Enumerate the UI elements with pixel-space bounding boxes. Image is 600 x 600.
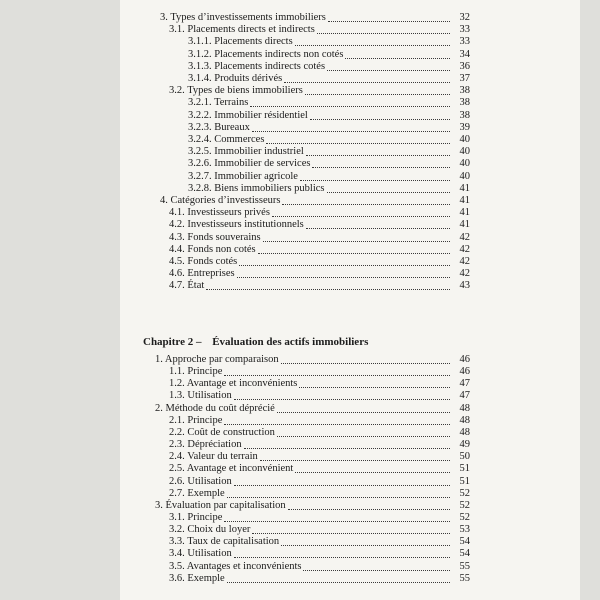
- toc-entry-label: [169, 475, 232, 488]
- toc-leader-dots: [305, 94, 450, 95]
- toc-entry[interactable]: [0, 255, 600, 268]
- toc-leader-dots: [327, 70, 450, 71]
- toc-entry-label: [169, 84, 303, 97]
- toc-page-number: 36: [459, 60, 470, 72]
- toc-entry-number: 2.7.: [169, 487, 185, 499]
- toc-entry[interactable]: [0, 475, 600, 488]
- toc-leader-dots: [250, 106, 450, 107]
- toc-entry[interactable]: [0, 365, 600, 378]
- toc-entry[interactable]: [0, 243, 600, 256]
- toc-page-number: 52: [459, 511, 470, 523]
- toc-leader-dots: [282, 204, 450, 205]
- toc-entry-label: [188, 170, 298, 183]
- toc-entry-title: Avantages et inconvénients: [186, 560, 302, 572]
- toc-entry-number: 3.: [160, 12, 168, 23]
- toc-entry[interactable]: [0, 547, 600, 560]
- toc-entry-number: 3.: [155, 499, 163, 511]
- toc-entry-number: 1.2.: [169, 378, 185, 390]
- toc-entry[interactable]: [0, 145, 600, 158]
- toc-page-number: 52: [459, 487, 470, 499]
- toc-leader-dots: [312, 167, 450, 168]
- toc-leader-dots: [234, 485, 450, 486]
- toc-entry-label: [169, 462, 293, 475]
- toc-entry[interactable]: [0, 414, 600, 427]
- toc-entry-title: Bureaux: [214, 121, 250, 133]
- toc-entry-title: Évaluation par capitalisation: [165, 499, 286, 511]
- toc-entry[interactable]: [0, 206, 600, 219]
- toc-entry-number: 3.6.: [169, 572, 185, 584]
- toc-page-number: 52: [459, 499, 470, 511]
- toc-entry-label: [169, 523, 250, 536]
- toc-leader-dots: [252, 131, 450, 132]
- toc-leader-dots: [284, 82, 450, 83]
- toc-leader-dots: [224, 521, 450, 522]
- toc-page-number: 42: [459, 231, 470, 243]
- toc-leader-dots: [227, 582, 450, 583]
- toc-leader-dots: [227, 497, 450, 498]
- toc-page-number: 49: [459, 439, 470, 451]
- toc-entry[interactable]: [0, 11, 600, 24]
- toc-entry-label: [169, 231, 261, 244]
- toc-entry[interactable]: [0, 133, 600, 146]
- chapter-title: Évaluation des actifs immobiliers: [212, 336, 369, 348]
- toc-leader-dots: [300, 180, 450, 181]
- toc-entry[interactable]: [0, 218, 600, 231]
- toc-page-number: 54: [459, 536, 470, 548]
- toc-entry-label: [188, 133, 264, 146]
- toc-entry-label: [169, 243, 256, 256]
- toc-entry-number: 2.2.: [169, 426, 185, 438]
- toc-entry-title: Placements indirects cotés: [214, 60, 326, 72]
- toc-entry-title: Principe: [187, 414, 223, 426]
- toc-entry-label: [160, 194, 280, 207]
- toc-entry-label: [169, 365, 222, 378]
- toc-entry-number: 3.2.5.: [188, 146, 212, 158]
- toc-entry-label: [188, 48, 343, 61]
- toc-entry-title: Investisseurs privés: [187, 207, 270, 219]
- toc-entry-title: Principe: [187, 511, 223, 523]
- toc-entry-title: Catégories d’investisseurs: [170, 195, 281, 206]
- toc-page-number: 40: [459, 170, 470, 182]
- toc-entry[interactable]: [0, 438, 600, 451]
- toc-entry-number: 3.2.2.: [188, 109, 212, 121]
- toc-entry-label: [188, 157, 310, 170]
- toc-entry-title: Principe: [187, 366, 223, 378]
- toc-entry-number: 4.4.: [169, 243, 185, 255]
- toc-page-number: 51: [459, 475, 470, 487]
- toc-entry-number: 3.2.: [169, 524, 185, 536]
- toc-leader-dots: [288, 509, 450, 510]
- toc-leader-dots: [281, 363, 450, 364]
- toc-leader-dots: [310, 119, 450, 120]
- toc-entry-number: 3.4.: [169, 548, 185, 560]
- toc-page-number: 55: [459, 560, 470, 572]
- toc-entry-label: [188, 182, 325, 195]
- toc-page-number: 43: [459, 280, 470, 292]
- toc-entry-label: [169, 438, 242, 451]
- toc-entry-title: Approche par comparaison: [164, 354, 279, 365]
- toc-entry-label: [169, 560, 301, 573]
- toc-entry-number: 3.2.1.: [188, 97, 212, 109]
- toc-leader-dots: [263, 241, 450, 242]
- toc-page-number: 48: [459, 402, 470, 414]
- toc-page-number: 55: [459, 572, 470, 584]
- toc-leader-dots: [237, 277, 450, 278]
- toc-entry[interactable]: [0, 182, 600, 195]
- toc-entry-label: [188, 109, 308, 122]
- toc-entry[interactable]: [0, 170, 600, 183]
- toc-entry-label: [155, 353, 279, 366]
- toc-entry-title: Exemple: [187, 572, 225, 584]
- toc-entry-number: 2.: [155, 402, 163, 414]
- toc-entry[interactable]: [0, 523, 600, 536]
- toc-page-number: 41: [459, 195, 470, 206]
- toc-page-number: 38: [459, 97, 470, 109]
- toc-entry[interactable]: [0, 560, 600, 573]
- toc-entry-number: 3.1.2.: [188, 48, 212, 60]
- toc-page-number: 39: [459, 121, 470, 133]
- toc-entry[interactable]: [0, 353, 600, 366]
- toc-entry[interactable]: [0, 511, 600, 524]
- toc-entry-label: [169, 206, 270, 219]
- toc-page-number: 33: [459, 24, 470, 36]
- chapter-heading: [143, 335, 368, 349]
- toc-entry-title: Avantage et inconvénient: [186, 463, 294, 475]
- toc-leader-dots: [206, 289, 450, 290]
- toc-entry-number: 3.1.: [169, 511, 185, 523]
- toc-entry-label: [169, 255, 237, 268]
- toc-entry[interactable]: [0, 499, 600, 512]
- toc-leader-dots: [277, 412, 450, 413]
- toc-entry-label: [188, 145, 304, 158]
- toc-page-number: 41: [459, 182, 470, 194]
- toc-entry-label: [169, 572, 225, 585]
- toc-entry-title: Coût de construction: [187, 426, 275, 438]
- toc-entry-title: Produits dérivés: [214, 73, 283, 84]
- toc-entry-title: Biens immobiliers publics: [214, 182, 325, 194]
- toc-entry-label: [188, 72, 282, 85]
- toc-entry-label: [169, 547, 232, 560]
- toc-page-number: 38: [459, 109, 470, 121]
- toc-leader-dots: [244, 448, 450, 449]
- toc-entry-label: [169, 218, 304, 231]
- toc-entry[interactable]: [0, 48, 600, 61]
- toc-page-number: 41: [459, 219, 470, 231]
- toc-page-number: 47: [459, 378, 470, 390]
- toc-entry-title: Valeur du terrain: [187, 451, 258, 463]
- toc-entry-title: Entreprises: [187, 268, 235, 280]
- toc-entry-number: 2.6.: [169, 475, 185, 487]
- toc-entry[interactable]: [0, 487, 600, 500]
- toc-leader-dots: [328, 21, 450, 22]
- toc-entry-title: Immobilier résidentiel: [214, 109, 308, 121]
- toc-leader-dots: [234, 557, 450, 558]
- toc-entry-number: 1.1.: [169, 366, 185, 378]
- toc-leader-dots: [295, 472, 450, 473]
- toc-entry-label: [169, 511, 222, 524]
- toc-page-number: 40: [459, 146, 470, 158]
- toc-entry-title: Investisseurs institutionnels: [187, 219, 304, 231]
- toc-entry-label: [169, 23, 315, 36]
- toc-entry[interactable]: [0, 60, 600, 73]
- toc-page-number: 40: [459, 134, 470, 145]
- toc-leader-dots: [258, 253, 450, 254]
- toc-entry-title: Placements directs et indirects: [187, 24, 315, 36]
- toc-entry[interactable]: [0, 231, 600, 244]
- toc-entry-label: [169, 535, 279, 548]
- toc-leader-dots: [295, 45, 450, 46]
- toc-entry[interactable]: [0, 535, 600, 548]
- toc-entry-title: Utilisation: [187, 390, 232, 402]
- toc-entry-title: Fonds souverains: [187, 231, 261, 243]
- toc-entry-number: 3.2.6.: [188, 158, 212, 170]
- toc-entry-label: [188, 121, 250, 134]
- toc-leader-dots: [272, 216, 450, 217]
- toc-page-number: 46: [459, 354, 470, 365]
- toc-page-number: 50: [459, 451, 470, 463]
- toc-entry-number: 3.2.7.: [188, 170, 212, 182]
- toc-page-number: 54: [459, 548, 470, 560]
- toc-entry-title: Utilisation: [187, 548, 232, 560]
- toc-entry[interactable]: [0, 96, 600, 109]
- toc-entry-number: 3.1.4.: [188, 73, 212, 84]
- toc-leader-dots: [234, 399, 450, 400]
- toc-page-number: 47: [459, 390, 470, 402]
- toc-entry-number: 3.2.8.: [188, 182, 212, 194]
- toc-entry-number: 3.5.: [169, 560, 185, 572]
- toc-page-number: 32: [459, 12, 470, 23]
- toc-entry[interactable]: [0, 267, 600, 280]
- toc-page-number: 53: [459, 524, 470, 536]
- toc-leader-dots: [260, 460, 450, 461]
- toc-entry-title: Terrains: [214, 97, 249, 109]
- toc-entry[interactable]: [0, 194, 600, 207]
- toc-entry[interactable]: [0, 23, 600, 36]
- toc-entry-title: Dépréciation: [187, 439, 242, 451]
- toc-page-number: 40: [459, 158, 470, 170]
- toc-entry-title: Types d’investissements immobiliers: [170, 12, 326, 23]
- toc-entry-label: [155, 402, 275, 415]
- toc-entry-title: Choix du loyer: [187, 524, 251, 536]
- toc-entry-number: 4.5.: [169, 256, 185, 267]
- toc-entry-label: [188, 60, 325, 73]
- toc-entry-label: [169, 414, 222, 427]
- toc-entry-number: 2.4.: [169, 451, 185, 463]
- toc-entry-number: 4.: [160, 195, 168, 206]
- toc-entry-title: Fonds non cotés: [187, 243, 256, 255]
- toc-leader-dots: [306, 228, 450, 229]
- toc-entry-number: 3.1.3.: [188, 60, 212, 72]
- toc-entry-number: 4.6.: [169, 268, 185, 280]
- toc-page-number: 51: [459, 463, 470, 475]
- toc-page-number: 37: [459, 73, 470, 84]
- toc-page-number: 42: [459, 256, 470, 267]
- toc-entry-title: Taux de capitalisation: [187, 536, 280, 548]
- toc-entry[interactable]: [0, 84, 600, 97]
- toc-entry-title: Fonds cotés: [187, 256, 238, 267]
- toc-entry-label: [169, 267, 235, 280]
- toc-entry-label: [169, 487, 225, 500]
- toc-entry-title: Placements indirects non cotés: [214, 48, 344, 60]
- toc-entry[interactable]: [0, 572, 600, 585]
- toc-entry-label: [188, 96, 248, 109]
- toc-page-number: 34: [459, 48, 470, 60]
- toc-entry-label: [169, 279, 204, 292]
- toc-entry[interactable]: [0, 402, 600, 415]
- toc-leader-dots: [224, 375, 450, 376]
- toc-entry-title: Immobilier industriel: [214, 146, 304, 158]
- toc-entry-title: Avantage et inconvénients: [186, 378, 298, 390]
- toc-entry[interactable]: [0, 377, 600, 390]
- toc-leader-dots: [281, 545, 450, 546]
- toc-page-number: 48: [459, 414, 470, 426]
- toc-page-number: 33: [459, 36, 470, 48]
- toc-leader-dots: [327, 192, 450, 193]
- toc-leader-dots: [317, 33, 450, 34]
- toc-entry[interactable]: [0, 279, 600, 292]
- toc-entry-number: 3.1.1.: [188, 36, 212, 48]
- toc-entry[interactable]: [0, 389, 600, 402]
- toc-entry-label: [188, 35, 293, 48]
- toc-entry-title: Immobilier agricole: [214, 170, 298, 182]
- chapter-label: Chapitre 2 –: [143, 336, 202, 348]
- toc-leader-dots: [224, 424, 450, 425]
- toc-entry-number: 1.3.: [169, 390, 185, 402]
- toc-entry-number: 4.3.: [169, 231, 185, 243]
- toc-page-number: 41: [459, 207, 470, 219]
- toc-page-number: 48: [459, 426, 470, 438]
- toc-entry-label: [169, 389, 232, 402]
- toc-entry-title: État: [187, 280, 205, 292]
- toc-entry-number: 2.5.: [169, 463, 185, 475]
- toc-entry-label: [169, 450, 258, 463]
- toc-entry-title: Méthode du coût déprécié: [165, 402, 275, 414]
- toc-entry[interactable]: [0, 426, 600, 439]
- toc-entry-number: 4.7.: [169, 280, 185, 292]
- toc-entry-number: 2.1.: [169, 414, 185, 426]
- toc-page-number: 46: [459, 366, 470, 378]
- toc-page-number: 42: [459, 243, 470, 255]
- toc-entry-title: Immobilier de services: [214, 158, 311, 170]
- toc-entry-number: 3.2.: [169, 85, 185, 97]
- toc-entry-title: Exemple: [187, 487, 225, 499]
- toc-entry-label: [155, 499, 286, 512]
- toc-entry-number: 1.: [155, 354, 163, 365]
- toc-entry[interactable]: [0, 109, 600, 122]
- toc-entry-number: 3.2.3.: [188, 121, 212, 133]
- toc-entry-number: 2.3.: [169, 439, 185, 451]
- toc-entry-title: Types de biens immobiliers: [187, 85, 303, 97]
- toc-entry-title: Placements directs: [214, 36, 293, 48]
- toc-leader-dots: [252, 533, 450, 534]
- toc-entry-number: 4.1.: [169, 207, 185, 219]
- toc-entry-number: 4.2.: [169, 219, 185, 231]
- toc-entry-label: [160, 11, 326, 24]
- toc-entry-number: 3.3.: [169, 536, 185, 548]
- toc-entry[interactable]: [0, 157, 600, 170]
- toc-entry-title: Utilisation: [187, 475, 232, 487]
- toc-leader-dots: [266, 143, 450, 144]
- toc-entry[interactable]: [0, 121, 600, 134]
- toc-leader-dots: [239, 265, 450, 266]
- toc-page-number: 38: [459, 85, 470, 97]
- toc-entry-label: [169, 426, 275, 439]
- toc-entry-number: 3.2.4.: [188, 134, 212, 145]
- toc-page-number: 42: [459, 268, 470, 280]
- toc-entry[interactable]: [0, 462, 600, 475]
- toc-entry[interactable]: [0, 450, 600, 463]
- toc-entry-number: 3.1.: [169, 24, 185, 36]
- toc-leader-dots: [299, 387, 450, 388]
- toc-entry[interactable]: [0, 72, 600, 85]
- toc-leader-dots: [277, 436, 450, 437]
- toc-leader-dots: [306, 155, 450, 156]
- toc-entry[interactable]: [0, 35, 600, 48]
- toc-entry-label: [169, 377, 297, 390]
- toc-leader-dots: [303, 570, 450, 571]
- toc-entry-title: Commerces: [214, 134, 265, 145]
- toc-leader-dots: [345, 58, 450, 59]
